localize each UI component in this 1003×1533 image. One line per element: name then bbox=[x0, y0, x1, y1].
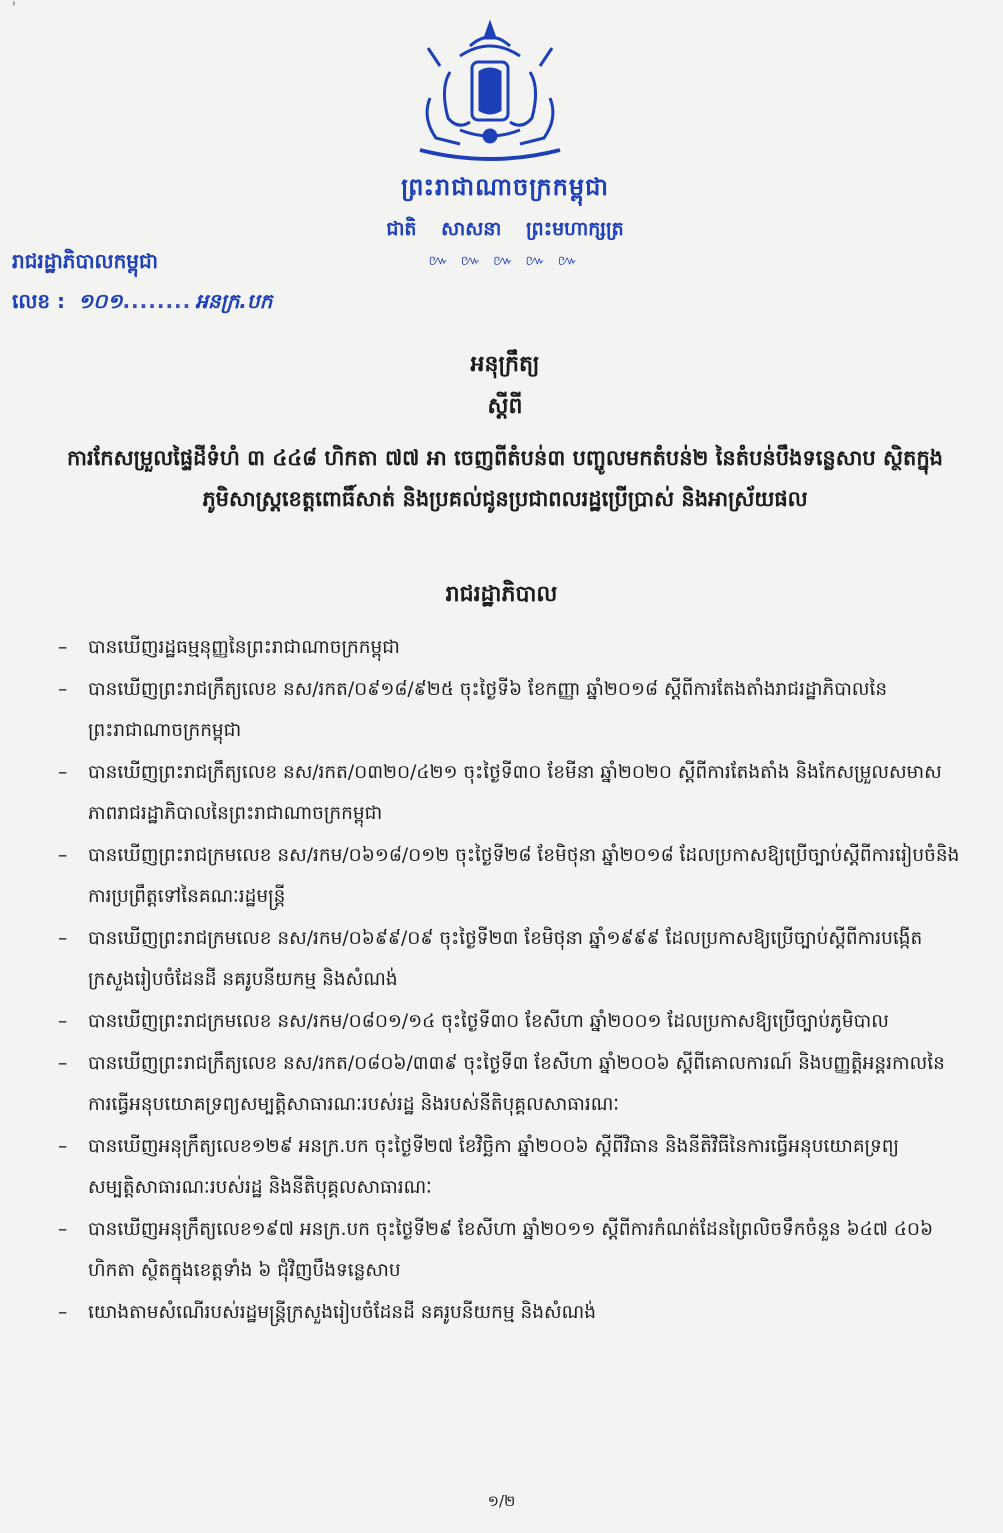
title-line-3: ការកែសម្រួលផ្ទៃដីទំហំ ៣ ៤៤៨ ហិកតា ៧៧ អា ចេញពីតំបន់៣ បញ្ចូលមកតំបន់២ នៃតំបន់បឹងទន្លេសាប ស្ថិតក្នុងភូមិសាស្ត្រខេត្តពោធិ៍សាត់ និងប្រគល់ជូនប្រជាពលរដ្ឋប្រើប្រាស់ និងអាស្រ័យផល bbox=[66, 446, 944, 511]
title-line-1: អនុក្រឹត្យ bbox=[470, 352, 540, 377]
dash-bullet: – bbox=[58, 1302, 68, 1323]
list-item: – បានឃើញព្រះរាជក្រមលេខ នស/រកម/០៦៩៩/០៩ ចុះថ្ងៃទី២៣ ខែមិថុនា ឆ្នាំ១៩៩៩ ដែលប្រកាសឱ្យប្រើច្បាប់ស្តីពីការបង្កើតក្រសួងរៀបចំដែនដី នគរូបនីយកម្ម និងសំណង់ bbox=[58, 918, 963, 1000]
national-motto: ជាតិ សាសនា ព្រះមហាក្សត្រ bbox=[386, 218, 624, 240]
paper-mark: ' bbox=[12, 0, 16, 16]
list-item: – បានឃើញព្រះរាជក្រឹត្យលេខ នស/រកត/០៣២០/៤២១ ចុះថ្ងៃទី៣០ ខែមីនា ឆ្នាំ២០២០ ស្តីពីការតែងតាំង និងកែសម្រួលសមាសភាពរាជរដ្ឋាភិបាលនៃព្រះរាជាណាចក្រកម្ពុជា bbox=[58, 752, 963, 834]
royal-arms-emblem bbox=[400, 18, 580, 168]
list-item: – បានឃើញអនុក្រឹត្យលេខ១៩៧ អនក្រ.បក ចុះថ្ងៃទី២៩ ខែសីហា ឆ្នាំ២០១១ ស្តីពីការកំណត់ដែនព្រៃលិចទឹកចំនួន ៦៤៧ ៤០៦ ហិកតា ស្ថិតក្នុងខេត្តទាំង ៦ ជុំវិញបឹងទន្លេសាប bbox=[58, 1209, 963, 1291]
list-item: – បានឃើញរដ្ឋធម្មនុញ្ញនៃព្រះរាជាណាចក្រកម្ពុជា bbox=[58, 627, 963, 668]
list-item: – បានឃើញព្រះរាជក្រមលេខ នស/រកម/០៦១៨/០១២ ចុះថ្ងៃទី២៨ ខែមិថុនា ឆ្នាំ២០១៨ ដែលប្រកាសឱ្យប្រើច្បាប់ស្តីពីការរៀបចំនិងការប្រព្រឹត្តទៅនៃគណៈរដ្ឋមន្ត្រី bbox=[58, 835, 963, 917]
issuing-authority: រាជរដ្ឋាភិបាលកម្ពុជា bbox=[12, 249, 158, 273]
reference-value: ១០១ bbox=[78, 289, 123, 313]
reference-label: លេខ : bbox=[12, 289, 66, 313]
list-item: – បានឃើញព្រះរាជក្រមលេខ នស/រកម/០៨០១/១៤ ចុះថ្ងៃទី៣០ ខែសីហា ឆ្នាំ២០០១ ដែលប្រកាសឱ្យប្រើច្បាប់ភូមិបាល bbox=[58, 1001, 963, 1042]
kingdom-header bbox=[340, 172, 670, 272]
list-item: – បានឃើញព្រះរាជក្រឹត្យលេខ នស/រកត/០៩១៨/៩២៥ ចុះថ្ងៃទី៦ ខែកញ្ញា ឆ្នាំ២០១៨ ស្តីពីការតែងតាំងរាជរដ្ឋាភិបាលនៃព្រះរាជាណាចក្រកម្ពុជា bbox=[58, 669, 963, 751]
recitals-list bbox=[58, 627, 963, 1334]
dash-bullet: – bbox=[58, 1053, 68, 1074]
reference-number bbox=[12, 288, 272, 318]
dash-bullet: – bbox=[58, 928, 68, 949]
dash-bullet: – bbox=[58, 1219, 68, 1240]
dash-bullet: – bbox=[58, 1136, 68, 1157]
document-title bbox=[30, 350, 980, 520]
dotted-leader: ........ bbox=[122, 289, 192, 313]
ornament-divider: ៚ ៚ ៚ ៚ ៚ bbox=[428, 253, 582, 269]
government-heading: រាជរដ្ឋាភិបាល bbox=[445, 582, 558, 607]
dash-bullet: – bbox=[58, 637, 68, 658]
reference-suffix: អនក្រ.បក bbox=[195, 289, 273, 313]
dash-bullet: – bbox=[58, 845, 68, 866]
dash-bullet: – bbox=[58, 762, 68, 783]
list-item: – បានឃើញព្រះរាជក្រឹត្យលេខ នស/រកត/០៨០៦/៣៣៩ ចុះថ្ងៃទី៣ ខែសីហា ឆ្នាំ២០០៦ ស្តីពីគោលការណ៍ និងបញ្ញត្តិអន្តរកាលនៃការធ្វើអនុបយោគទ្រព្យសម្បត្តិសាធារណៈរបស់រដ្ឋ និងរបស់នីតិបុគ្គលសាធារណៈ bbox=[58, 1043, 963, 1125]
dash-bullet: – bbox=[58, 679, 68, 700]
title-line-2: ស្តីពី bbox=[487, 394, 523, 419]
kingdom-name: ព្រះរាជាណាចក្រកម្ពុជា bbox=[401, 173, 609, 201]
list-item: – យោងតាមសំណើរបស់រដ្ឋមន្ត្រីក្រសួងរៀបចំដែនដី នគរូបនីយកម្ម និងសំណង់ bbox=[58, 1292, 963, 1333]
list-item: – បានឃើញអនុក្រឹត្យលេខ១២៩ អនក្រ.បក ចុះថ្ងៃទី២៧ ខែវិច្ឆិកា ឆ្នាំ២០០៦ ស្តីពីវិធាន និងនីតិវិធីនៃការធ្វើអនុបយោគទ្រព្យសម្បត្តិសាធារណៈរបស់រដ្ឋ និងនីតិបុគ្គលសាធារណៈ bbox=[58, 1126, 963, 1208]
dash-bullet: – bbox=[58, 1011, 68, 1032]
page-number: ១/២ bbox=[487, 1492, 516, 1510]
